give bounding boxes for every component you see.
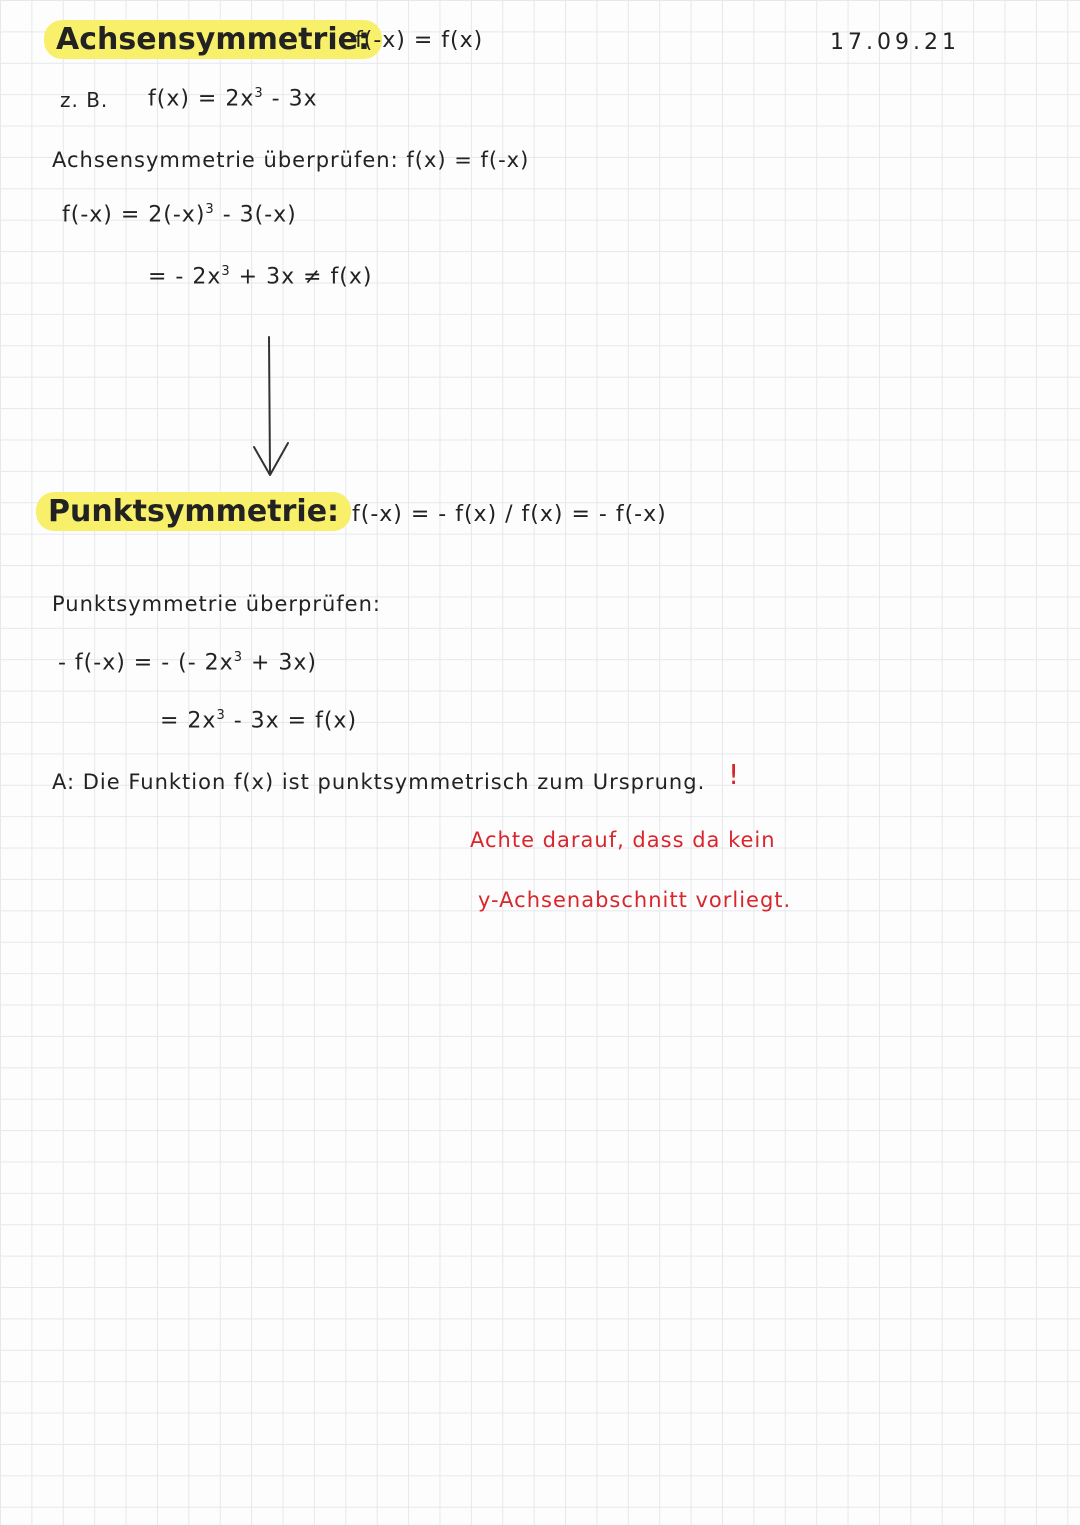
note-line-1: Achte darauf, dass da kein xyxy=(470,828,776,852)
point-calc-step-2: = $2x^3 - 3x = f(x)$ xyxy=(160,708,358,734)
example-prefix: z. B. xyxy=(60,88,109,112)
heading-punktsymmetrie: Punktsymmetrie: xyxy=(36,492,351,531)
calc-step-2: = - $2x^3 + 3x \ne f(x)$ xyxy=(148,264,373,290)
calc-step-1: $f(-x) = 2(-x)^3 - 3(-x)$ xyxy=(62,202,297,228)
check-label-achsensymmetrie: Achsensymmetrie überprüfen: f(x) = f(-x) xyxy=(52,148,530,172)
point-calc-step-1: - f(-x) = - (- $2x^3 + 3x$) xyxy=(58,650,317,676)
exclamation-mark: ! xyxy=(728,758,741,791)
example-function: $f(x) = 2x^3 - 3x$ xyxy=(148,86,318,112)
down-arrow-icon xyxy=(250,335,294,485)
answer-text: A: Die Funktion f(x) ist punktsymmetrisch zum Ursprung. xyxy=(52,770,706,794)
check-label-punktsymmetrie: Punktsymmetrie überprüfen: xyxy=(52,592,381,616)
date-label: 17.09.21 xyxy=(830,30,960,55)
rule-achsensymmetrie: f(-x) = f(x) xyxy=(355,28,484,53)
note-line-2: y-Achsenabschnitt vorliegt. xyxy=(478,888,792,912)
heading-achsensymmetrie: Achsensymmetrie: xyxy=(44,20,382,59)
rule-punktsymmetrie: f(-x) = - f(x) / f(x) = - f(-x) xyxy=(352,502,667,527)
